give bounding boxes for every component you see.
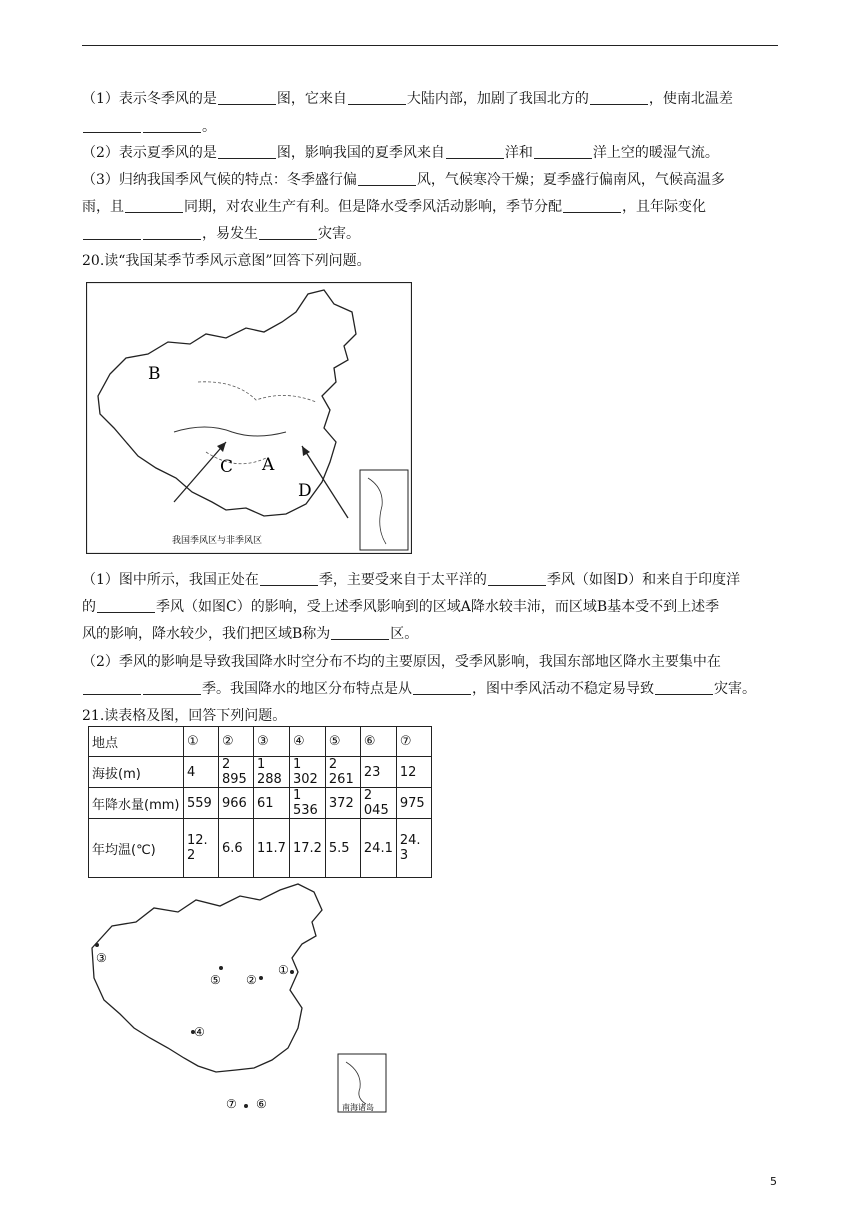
table-cell: 24.1	[360, 819, 396, 878]
answer-blank	[590, 91, 648, 105]
table-cell: 11.7	[254, 819, 290, 878]
answer-blank	[83, 119, 141, 133]
text-segment: 灾害。	[714, 681, 756, 697]
point-3: ③	[96, 951, 107, 965]
map1-caption: 我国季风区与非季风区	[172, 536, 263, 546]
answer-blank	[143, 119, 201, 133]
table-cell: ⑤	[325, 727, 360, 757]
table-cell: 1 288	[254, 757, 290, 788]
text-segment: 20.读“我国某季节季风示意图”回答下列问题。	[82, 253, 371, 269]
text-segment: ，且年际变化	[622, 199, 706, 215]
table-cell: 24. 3	[396, 819, 431, 878]
location-map	[84, 882, 392, 1114]
text-line	[82, 198, 706, 216]
text-line	[82, 171, 725, 189]
text-line	[82, 144, 719, 162]
answer-blank	[259, 226, 317, 240]
table-cell: ②	[219, 727, 254, 757]
label-a: A	[262, 455, 275, 475]
text-segment: 洋和	[504, 145, 533, 161]
table-cell: 12	[396, 757, 431, 788]
table-cell: ①	[184, 727, 219, 757]
table-row	[89, 757, 432, 788]
text-line	[82, 707, 286, 725]
text-segment: （2）表示夏季风的是	[82, 145, 217, 161]
point-5: ⑤	[210, 973, 221, 987]
answer-blank	[125, 199, 183, 213]
table-cell: 4	[184, 757, 219, 788]
answer-blank	[348, 91, 406, 105]
climate-table	[88, 726, 432, 878]
text-segment: 图，它来自	[276, 91, 347, 107]
text-segment: 。	[202, 119, 216, 135]
text-line	[82, 625, 418, 643]
label-c: C	[220, 457, 234, 477]
answer-blank	[143, 681, 201, 695]
answer-blank	[358, 172, 416, 186]
table-cell: 1 302	[289, 757, 325, 788]
text-line	[82, 653, 721, 671]
text-segment: （1）表示冬季风的是	[82, 91, 217, 107]
text-segment: 图，影响我国的夏季风来自	[276, 145, 445, 161]
south-sea-inset	[360, 470, 408, 550]
point-7: ⑦	[226, 1097, 237, 1111]
text-line	[82, 598, 719, 616]
table-cell: 5.5	[325, 819, 360, 878]
text-segment: 区。	[390, 626, 419, 642]
answer-blank	[83, 681, 141, 695]
text-segment: ，使南北温差	[648, 91, 733, 107]
text-segment: 洋上空的暖湿气流。	[592, 145, 719, 161]
text-line	[82, 252, 371, 270]
text-segment: （1）图中所示，我国正处在	[82, 572, 259, 588]
answer-blank	[218, 145, 276, 159]
answer-blank	[655, 681, 713, 695]
table-row	[89, 819, 432, 878]
text-line	[82, 118, 216, 136]
answer-blank	[534, 145, 592, 159]
text-segment: ，图中季风活动不稳定易导致	[472, 681, 654, 697]
text-segment: 的	[82, 599, 96, 615]
table-cell: 975	[396, 788, 431, 819]
text-segment: 季风（如图D）和来自于印度洋	[546, 572, 741, 588]
text-segment: 季。我国降水的地区分布特点是从	[202, 681, 412, 697]
table-cell: 年均温(℃)	[89, 819, 184, 878]
answer-blank	[260, 572, 318, 586]
table-cell: 海拔(m)	[89, 757, 184, 788]
table-cell: 372	[325, 788, 360, 819]
answer-blank	[413, 681, 471, 695]
text-segment: 21.读表格及图，回答下列问题。	[82, 708, 287, 724]
header-rule	[82, 45, 778, 46]
table-cell: 559	[184, 788, 219, 819]
label-b: B	[148, 364, 161, 384]
inset-caption: 南海诸岛	[342, 1103, 374, 1112]
table-cell: ⑦	[396, 727, 431, 757]
text-segment: 风，气候寒冷干燥；夏季盛行偏南风，气候高温多	[416, 172, 725, 188]
answer-blank	[83, 226, 141, 240]
text-segment: （3）归纳我国季风气候的特点：冬季盛行偏	[82, 172, 357, 188]
table-cell: 23	[360, 757, 396, 788]
table-cell: 966	[219, 788, 254, 819]
text-segment: 季风（如图C）的影响，受上述季风影响到的区域A降水较丰沛，而区域B基本受不到上述季	[156, 599, 720, 615]
text-line	[82, 90, 733, 108]
china-outline-2	[92, 884, 322, 1072]
table-cell: ④	[289, 727, 325, 757]
text-line	[82, 225, 360, 243]
table-cell: ③	[254, 727, 290, 757]
table-cell: 17.2	[289, 819, 325, 878]
table-cell: ⑥	[360, 727, 396, 757]
table-cell: 61	[254, 788, 290, 819]
table-cell: 6.6	[219, 819, 254, 878]
table-row	[89, 727, 432, 757]
text-segment: 季，主要受来自于太平洋的	[318, 572, 487, 588]
table-row	[89, 788, 432, 819]
text-segment: 风的影响，降水较少，我们把区域B称为	[82, 626, 331, 642]
answer-blank	[446, 145, 504, 159]
text-segment: ，易发生	[202, 226, 258, 242]
answer-blank	[488, 572, 546, 586]
monsoon-map	[86, 282, 412, 554]
answer-blank	[331, 626, 389, 640]
answer-blank	[97, 599, 155, 613]
answer-blank	[218, 91, 276, 105]
label-d: D	[298, 481, 312, 501]
point-2: ②	[246, 973, 257, 987]
answer-blank	[563, 199, 621, 213]
table-cell: 地点	[89, 727, 184, 757]
text-line	[82, 571, 740, 589]
text-segment: 雨，且	[82, 199, 124, 215]
point-6: ⑥	[256, 1097, 267, 1111]
table-cell: 2 895	[219, 757, 254, 788]
text-line	[82, 680, 756, 698]
table-cell: 1 536	[289, 788, 325, 819]
point-1: ①	[278, 963, 289, 977]
page-number: 5	[770, 1175, 777, 1188]
text-segment: （2）季风的影响是导致我国降水时空分布不均的主要原因，受季风影响，我国东部地区降水主要集中在	[82, 654, 721, 670]
answer-blank	[143, 226, 201, 240]
table-cell: 2 045	[360, 788, 396, 819]
text-segment: 同期，对农业生产有利。但是降水受季风活动影响，季节分配	[184, 199, 562, 215]
table-cell: 2 261	[325, 757, 360, 788]
text-segment: 大陆内部，加剧了我国北方的	[406, 91, 589, 107]
table-cell: 12. 2	[184, 819, 219, 878]
text-segment: 灾害。	[318, 226, 360, 242]
point-4: ④	[194, 1025, 205, 1039]
table-cell: 年降水量(mm)	[89, 788, 184, 819]
